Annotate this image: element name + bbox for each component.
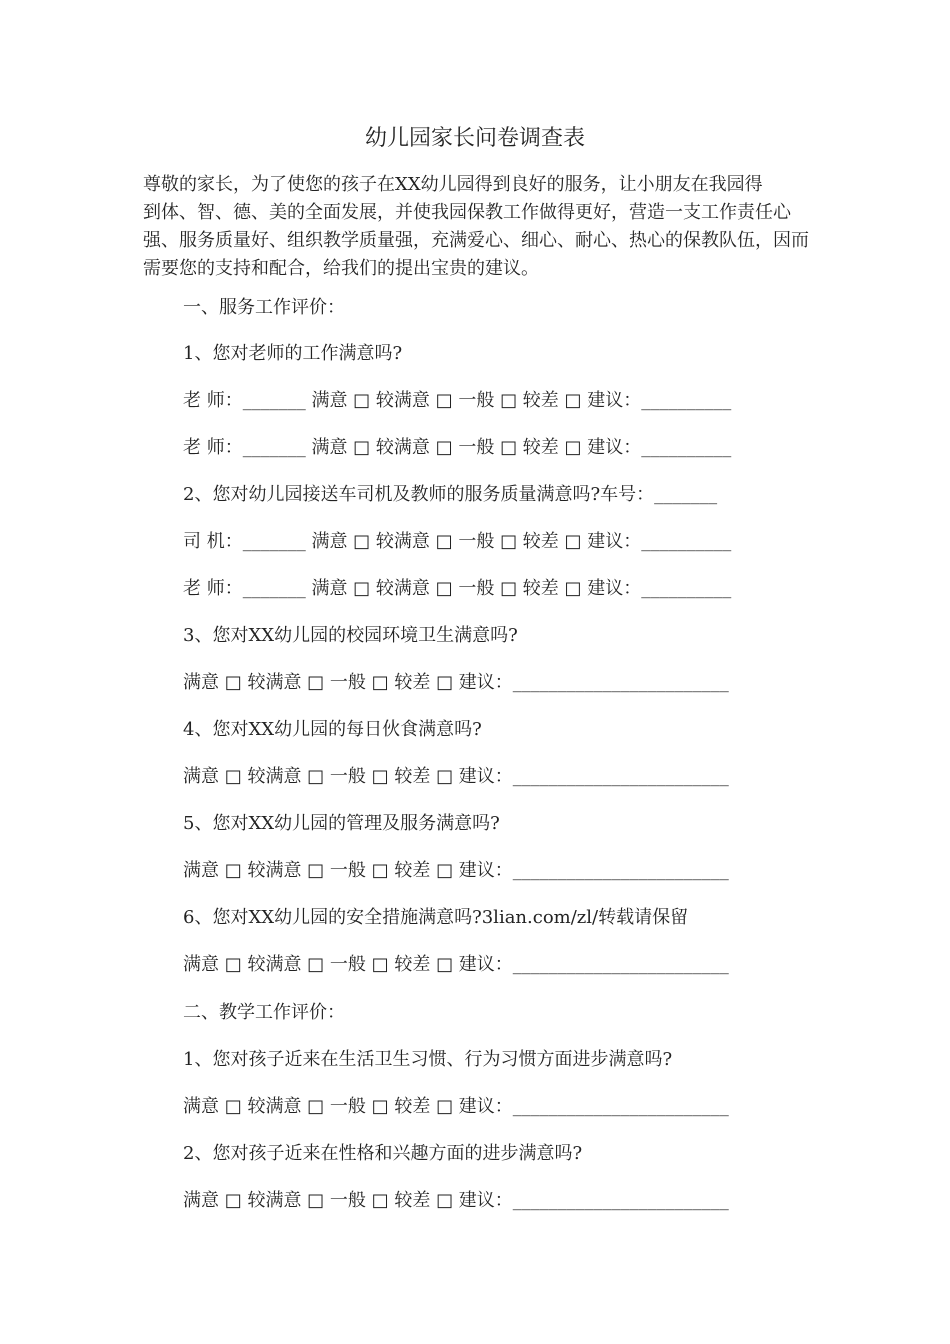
question: 3、您对XX幼儿园的校园环境卫生满意吗? <box>183 625 518 646</box>
question: 1、您对老师的工作满意吗? <box>183 343 403 364</box>
question: 2、您对孩子近来在性格和兴趣方面的进步满意吗? <box>183 1143 583 1164</box>
question: 1、您对孩子近来在生活卫生习惯、行为习惯方面进步满意吗? <box>183 1049 673 1070</box>
rating-row: 满意 □ 较满意 □ 一般 □ 较差 □ 建议：________________________ <box>183 954 729 975</box>
intro-line: 尊敬的家长，为了使您的孩子在XX幼儿园得到良好的服务，让小朋友在我园得 <box>143 174 763 195</box>
question: 6、您对XX幼儿园的安全措施满意吗?3lian.com/zl/转载请保留 <box>183 907 689 928</box>
intro-line: 需要您的支持和配合，给我们的提出宝贵的建议。 <box>143 258 539 279</box>
rating-row: 老 师：_______ 满意 □ 较满意 □ 一般 □ 较差 □ 建议：__________ <box>183 578 732 599</box>
rating-row: 满意 □ 较满意 □ 一般 □ 较差 □ 建议：________________________ <box>183 1190 729 1211</box>
rating-row: 老 师：_______ 满意 □ 较满意 □ 一般 □ 较差 □ 建议：__________ <box>183 437 732 458</box>
rating-row: 老 师：_______ 满意 □ 较满意 □ 一般 □ 较差 □ 建议：__________ <box>183 390 732 411</box>
rating-row: 满意 □ 较满意 □ 一般 □ 较差 □ 建议：________________________ <box>183 860 729 881</box>
question: 5、您对XX幼儿园的管理及服务满意吗? <box>183 813 500 834</box>
rating-row: 满意 □ 较满意 □ 一般 □ 较差 □ 建议：________________________ <box>183 672 729 693</box>
question: 4、您对XX幼儿园的每日伙食满意吗? <box>183 719 482 740</box>
intro-line: 到体、智、德、美的全面发展，并使我园保教工作做得更好，营造一支工作责任心 <box>143 202 791 223</box>
intro-paragraph <box>143 171 811 283</box>
page-title: 幼儿园家长问卷调查表 <box>364 126 585 151</box>
intro-line: 强、服务质量好、组织教学质量强，充满爱心、细心、耐心、热心的保教队伍，因而 <box>143 230 809 251</box>
rating-row: 满意 □ 较满意 □ 一般 □ 较差 □ 建议：________________________ <box>183 1096 729 1117</box>
rating-row: 满意 □ 较满意 □ 一般 □ 较差 □ 建议：________________________ <box>183 766 729 787</box>
rating-row: 司 机：_______ 满意 □ 较满意 □ 一般 □ 较差 □ 建议：__________ <box>183 531 732 552</box>
section-heading: 二、教学工作评价： <box>183 1002 345 1023</box>
question: 2、您对幼儿园接送车司机及教师的服务质量满意吗?车号：_______ <box>183 484 718 505</box>
section-heading: 一、服务工作评价： <box>183 297 345 318</box>
